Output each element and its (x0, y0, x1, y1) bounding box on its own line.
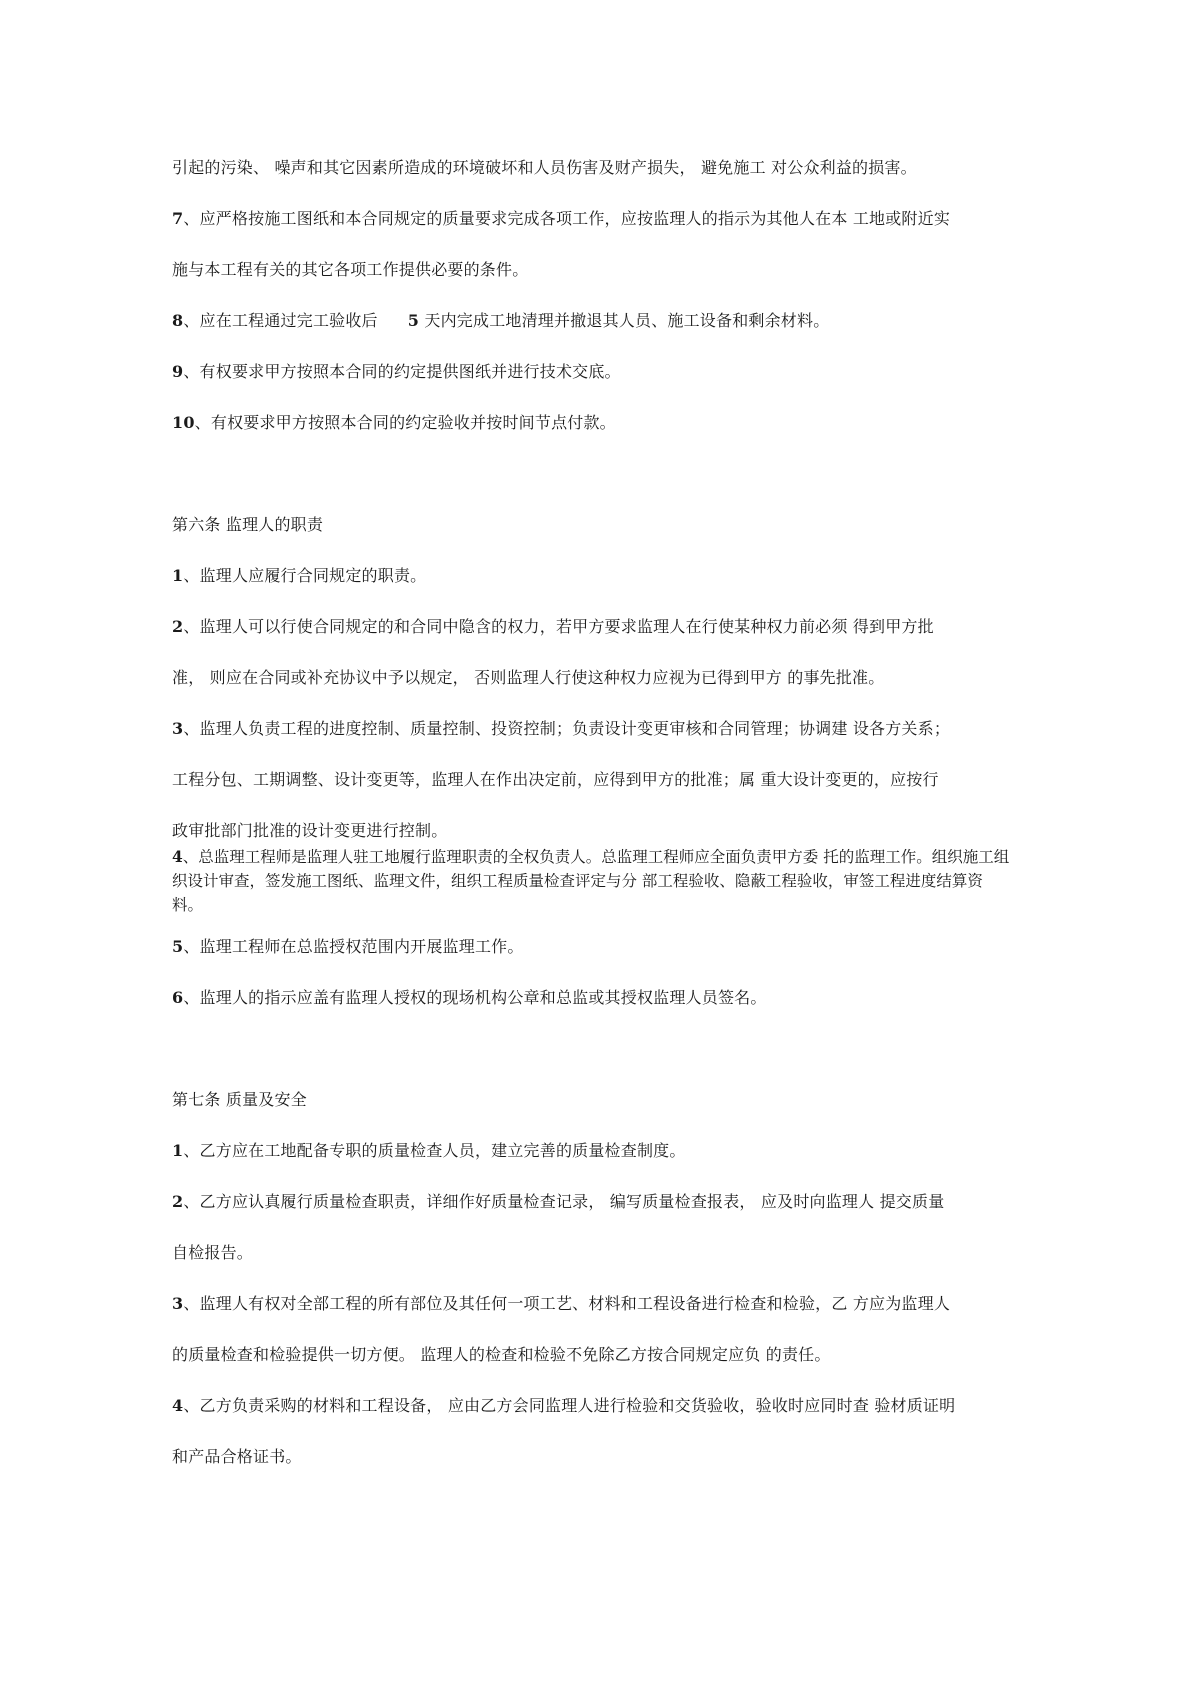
paragraph-text: 、监理人的指示应盖有监理人授权的现场机构公章和总监或其授权监理人员签名。 (183, 988, 767, 1007)
clause-7-4 (172, 1396, 955, 1416)
clause-7 (172, 209, 950, 229)
section-heading-6 (172, 515, 323, 535)
paragraph-text: 、监理人应履行合同规定的职责。 (183, 566, 427, 585)
clause-number: 4 (172, 1396, 184, 1415)
clause-6-4 (172, 845, 1012, 917)
paragraph-text: 、监理人有权对全部工程的所有部位及其任何一项工艺、材料和工程设备进行检查和检验，乙 方应为监理人 (183, 1294, 951, 1313)
section-heading-7 (172, 1090, 307, 1110)
text-line (172, 821, 447, 841)
clause-number: 6 (172, 988, 184, 1007)
text-line (172, 1447, 302, 1467)
paragraph-text: 、监理人可以行使合同规定的和合同中隐含的权力，若甲方要求监理人在行使某种权力前必须 得到甲方批 (183, 617, 934, 636)
clause-number: 2 (172, 1192, 184, 1211)
clause-6-3 (172, 719, 950, 739)
paragraph-text: 引起的污染、 噪声和其它因素所造成的环境破坏和人员伤害及财产损失， 避免施工 对公众利益的损害。 (172, 158, 917, 177)
paragraph-text: 、应严格按施工图纸和本合同规定的质量要求完成各项工作，应按监理人的指示为其他人在本 工地或附近实 (183, 209, 951, 228)
paragraph-text: 、有权要求甲方按照本合同的约定验收并按时间节点付款。 (194, 413, 616, 432)
text-line (172, 158, 917, 178)
clause-10 (172, 413, 616, 433)
paragraph-text: 施与本工程有关的其它各项工作提供必要的条件。 (172, 260, 529, 279)
clause-number: 8 (172, 311, 184, 330)
paragraph-text: 、乙方应在工地配备专职的质量检查人员，建立完善的质量检查制度。 (183, 1141, 686, 1160)
text-line (172, 770, 939, 790)
clause-number: 10 (172, 413, 195, 432)
clause-number: 7 (172, 209, 184, 228)
paragraph-text: 、监理人负责工程的进度控制、质量控制、投资控制；负责设计变更审核和合同管理；协调建 设各方关系； (183, 719, 951, 738)
clause-7-2 (172, 1192, 944, 1212)
clause-8 (172, 311, 829, 331)
clause-number: 1 (172, 1141, 184, 1160)
text-line (172, 668, 884, 688)
section-heading: 第六条 监理人的职责 (172, 515, 324, 534)
clause-number: 4 (172, 847, 183, 866)
paragraph-text: 、有权要求甲方按照本合同的约定提供图纸并进行技术交底。 (183, 362, 621, 381)
clause-number: 5 (172, 937, 184, 956)
clause-6-6 (172, 988, 767, 1008)
paragraph-text: 的质量检查和检验提供一切方便。 监理人的检查和检验不免除乙方按合同规定应负 的责任。 (172, 1345, 831, 1364)
text-line (172, 1243, 253, 1263)
clause-number: 3 (172, 1294, 184, 1313)
paragraph-text: 和产品合格证书。 (172, 1447, 302, 1466)
paragraph-text: 、乙方负责采购的材料和工程设备， 应由乙方会同监理人进行检验和交货验收，验收时应同时查 验材质证明 (183, 1396, 956, 1415)
paragraph-text: 政审批部门批准的设计变更进行控制。 (172, 821, 448, 840)
text-line (172, 260, 528, 280)
clause-9 (172, 362, 621, 382)
text-line (172, 1345, 831, 1365)
paragraph-text: 天内完成工地清理并撤退其人员、施工设备和剩余材料。 (424, 311, 830, 330)
paragraph-text: 工程分包、工期调整、设计变更等，监理人在作出决定前，应得到甲方的批准；属 重大设计变更的，应按行 (172, 770, 939, 789)
clause-7-3 (172, 1294, 950, 1314)
paragraph-text: 、应在工程通过完工验收后 (183, 311, 378, 330)
clause-number: 2 (172, 617, 184, 636)
day-count: 5 (407, 311, 420, 330)
clause-6-1 (172, 566, 426, 586)
clause-6-5 (172, 937, 524, 957)
paragraph-text: 、总监理工程师是监理人驻工地履行监理职责的全权负责人。总监理工程师应全面负责甲方委 托的监理工作。组织施工组织设计审查，签发施工图纸、监理文件，组织工程质量检查评定与分 部工程验收、隐蔽工程验收，审签工程进度结算资料。 (172, 848, 1010, 914)
paragraph-text: 准， 则应在合同或补充协议中予以规定， 否则监理人行使这种权力应视为已得到甲方 的事先批准。 (172, 668, 885, 687)
clause-number: 3 (172, 719, 184, 738)
paragraph-text: 自检报告。 (172, 1243, 254, 1262)
paragraph-text: 、乙方应认真履行质量检查职责，详细作好质量检查记录， 编写质量检查报表， 应及时向监理人 提交质量 (183, 1192, 945, 1211)
clause-number: 1 (172, 566, 184, 585)
clause-6-2 (172, 617, 934, 637)
clause-number: 9 (172, 362, 184, 381)
paragraph-text: 、监理工程师在总监授权范围内开展监理工作。 (183, 937, 524, 956)
section-heading: 第七条 质量及安全 (172, 1090, 307, 1109)
clause-7-1 (172, 1141, 686, 1161)
